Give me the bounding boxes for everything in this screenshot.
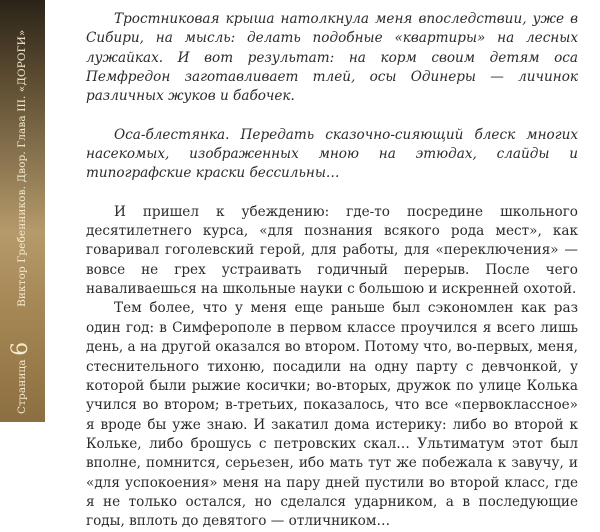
- paragraph: И пришел к убеждению: где-то посредине школьного десятилетнего курса, «для познания всякого рода мест», как говаривал гоголевский герой, для работы, для «переключения» — вовсе не грех устраивать годичный перерыв. После чего наваливаешься на школьные науки с большою и искренней охотой.: [86, 203, 578, 298]
- page-label: Страница: [16, 359, 28, 414]
- sidebar-caption: [8, 30, 33, 414]
- paragraph: Тростниковая крыша натолкнула меня впоследствии, уже в Сибири, на мысль: делать подобные «квартиры» на лесных лужайках. И вот результат: на корм своим детям оса Пемфредон заготавливает тлей, осы Одинеры — личинок различных жуков и бабочек.: [86, 11, 578, 105]
- article-body: [86, 10, 578, 532]
- page-number: 6: [8, 341, 33, 356]
- paragraph: Тем более, что у меня еще раньше был сэкономлен как раз один год: в Симферополе в первом классе проучился я всего лишь день, а на другой оказался во втором. Потому что, во-первых, меня, стеснительного тихоню, посадили на одну парту с девчонкой, у которой были рыжие косички; во-вторых, дружок по улице Колька учился во втором; в-третьих, показалось, что все «первоклассное» я вроде бы уже знаю. И закатил дома истерику: либо во второй к Кольке, либо брошусь с петровских скал… Ультиматум этот был вполне, помнится, серьезен, ибо мать тут же побежала к завучу, и «для успокоения» меня на пару дней пустили во второй класс, где я не только остался, но сделался ударником, а в последующие годы, вплоть до девятого — отличником…: [86, 300, 578, 530]
- paragraph: Оса-блестянка. Передать сказочно-сияющий блеск многих насекомых, изображенных мною на этюдах, слайды и типографские краски бессильны…: [86, 126, 578, 182]
- author-chapter: Виктор Гребенников. Двор. Глава III. «ДОРОГИ»: [16, 29, 28, 307]
- sidebar-strip: [0, 0, 45, 422]
